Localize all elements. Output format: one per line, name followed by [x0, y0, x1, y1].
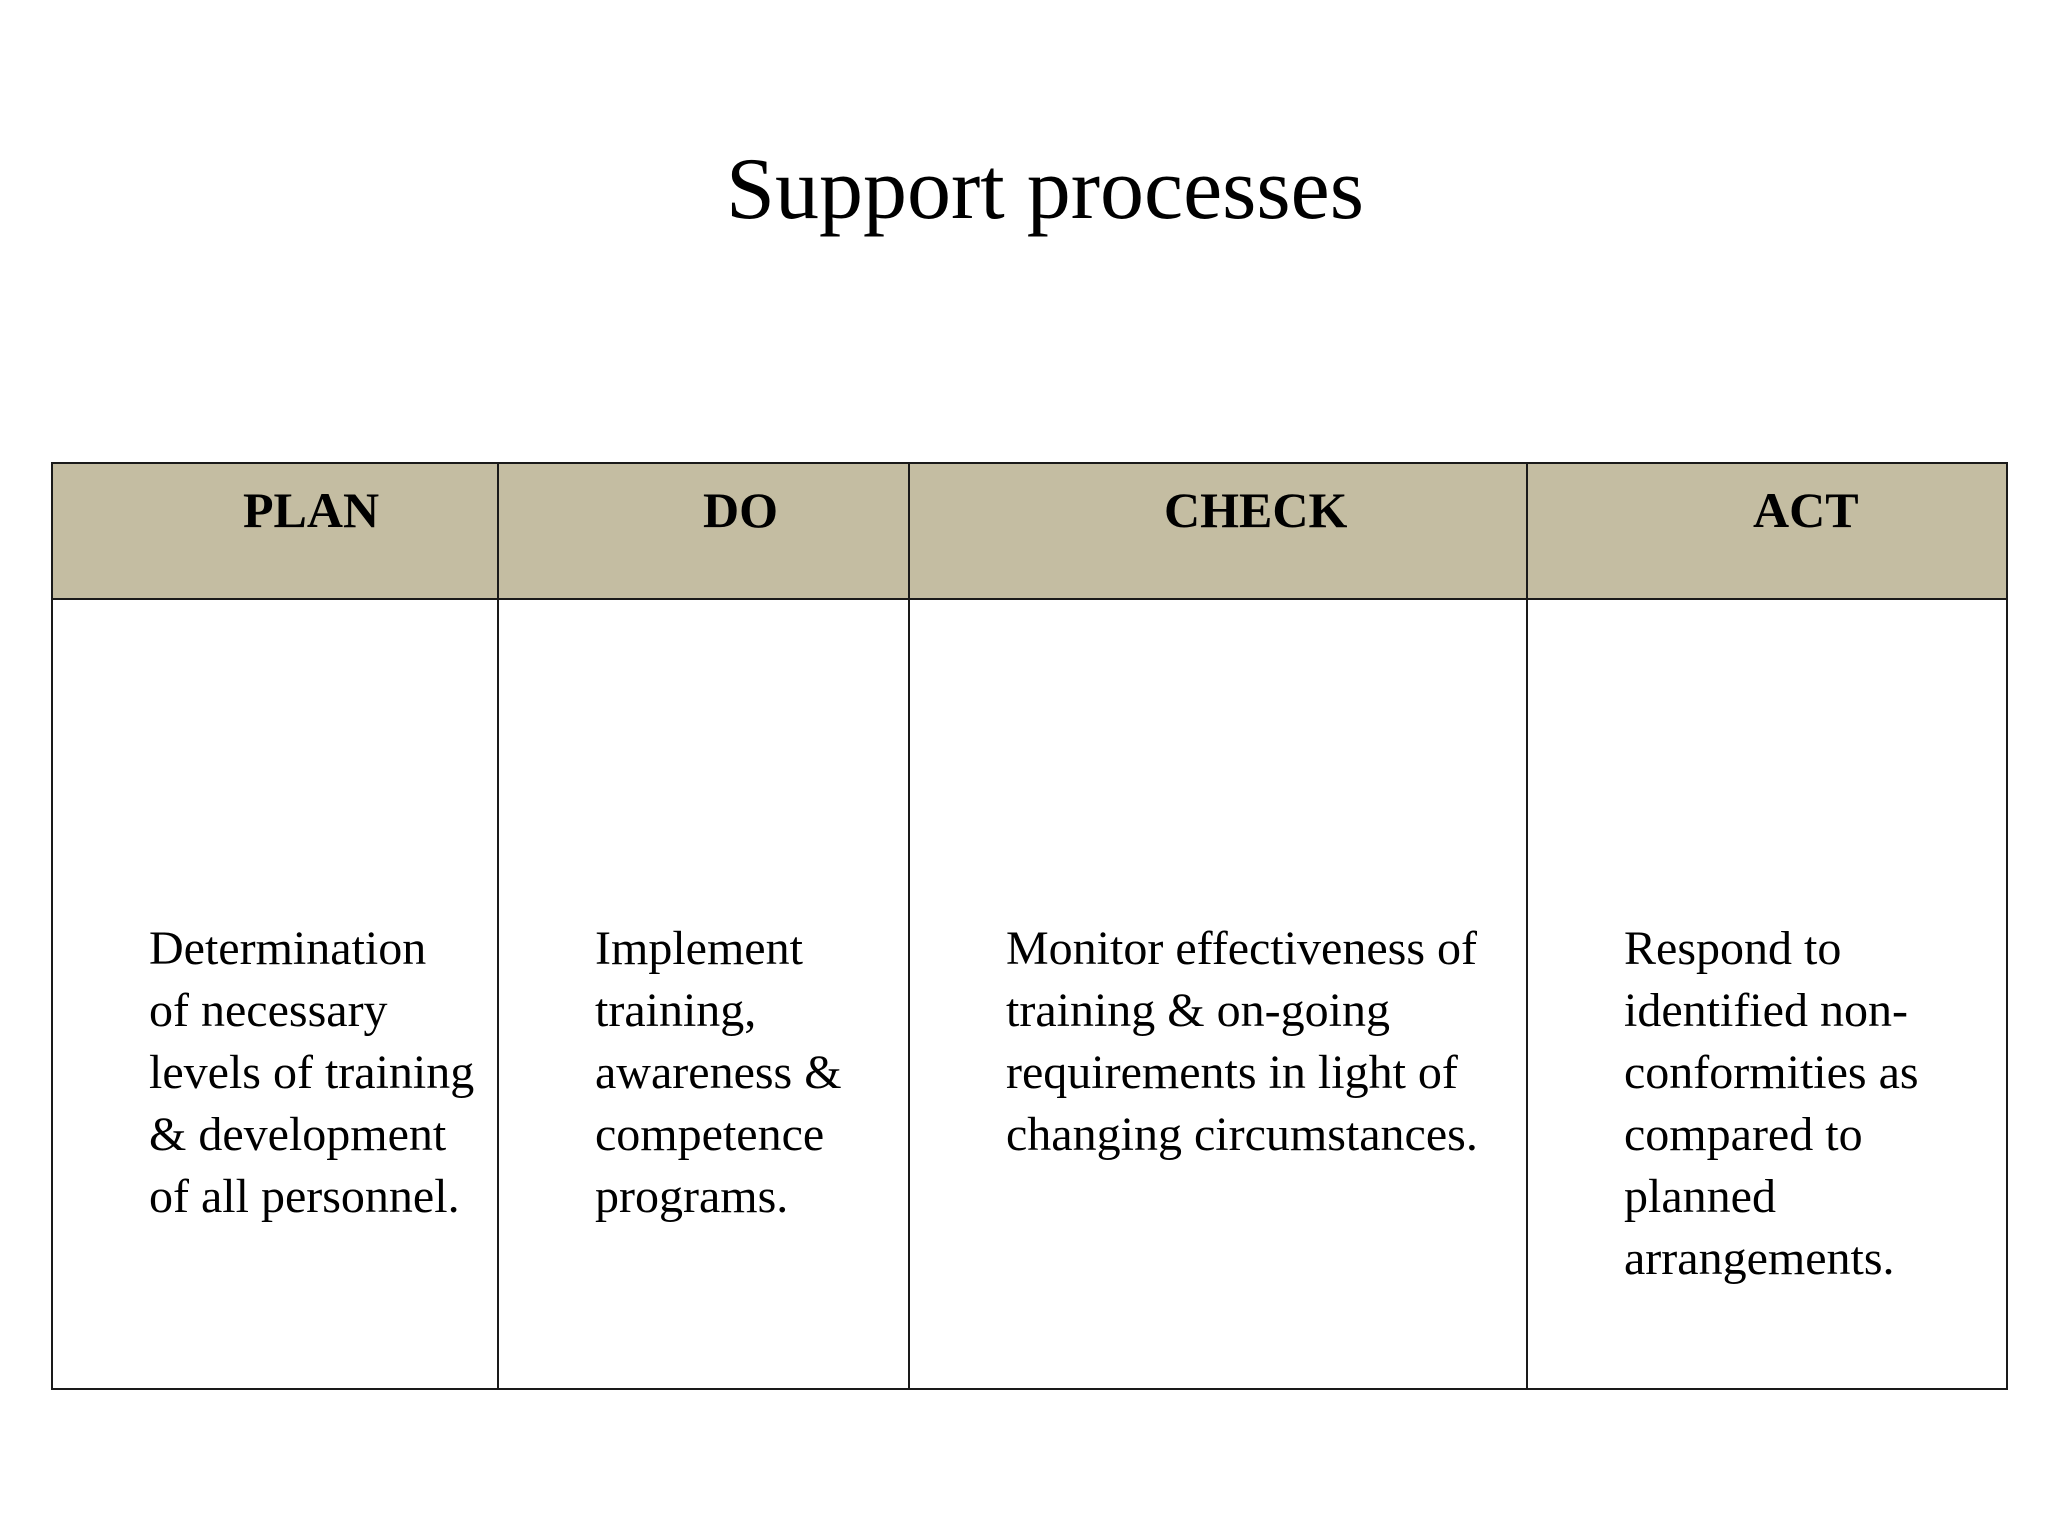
page-title: Support processes: [726, 141, 1364, 238]
cell-plan: Determination of necessary levels of training & development of all personnel.: [52, 599, 498, 1389]
column-header-act: ACT: [1527, 463, 2007, 599]
table-row: [52, 599, 2007, 1389]
cell-act: Respond to identified non-conformities as compared to planned arrangements.: [1527, 599, 2007, 1389]
column-header-plan: PLAN: [52, 463, 498, 599]
column-header-do: DO: [498, 463, 909, 599]
table-header-row: [52, 463, 2007, 599]
column-header-check: CHECK: [909, 463, 1527, 599]
pdca-table: [51, 462, 2008, 1390]
cell-check: Monitor effectiveness of training & on-going requirements in light of changing circumstances.: [909, 599, 1527, 1389]
cell-do: Implement training, awareness & competence programs.: [498, 599, 909, 1389]
